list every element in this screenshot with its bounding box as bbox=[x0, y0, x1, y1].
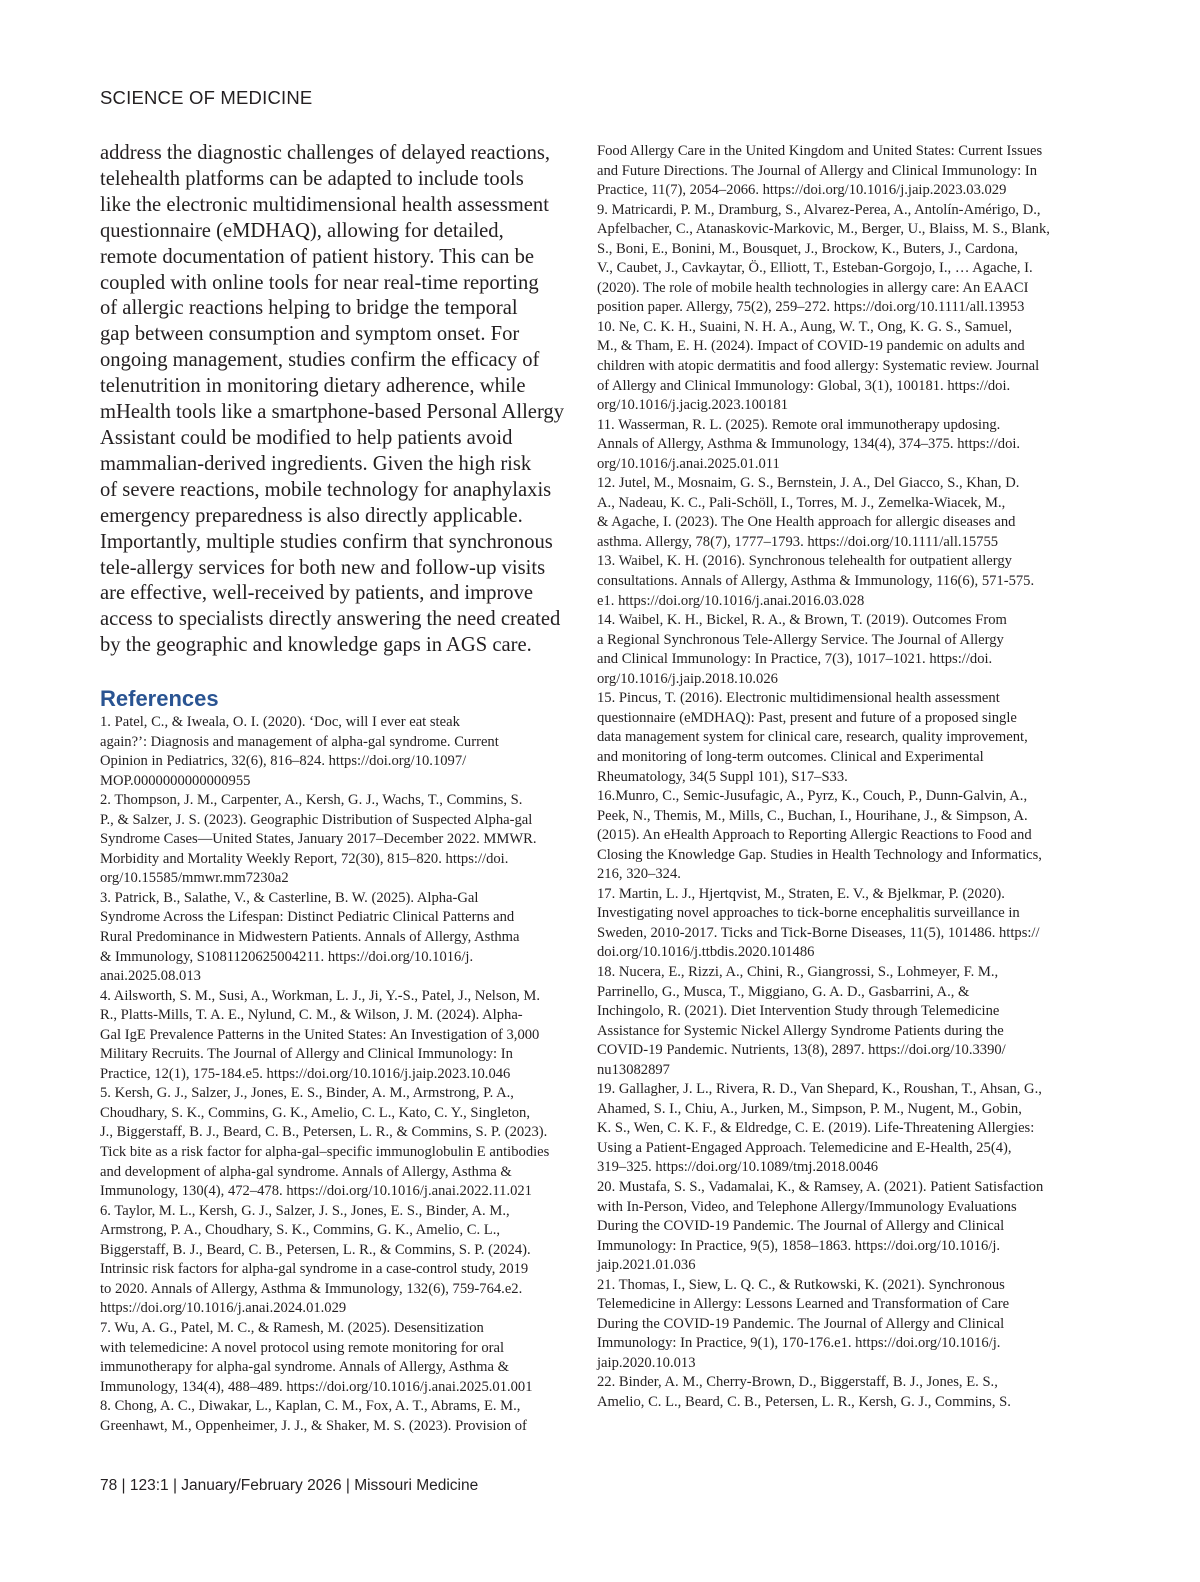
page-footer: 78 | 123:1 | January/February 2026 | Missouri Medicine bbox=[100, 1477, 479, 1494]
reference-line: 12. Jutel, M., Mosnaim, G. S., Bernstein, J. A., Del Giacco, S., Khan, D. bbox=[597, 475, 1020, 492]
reference-line: https://doi.org/10.1016/j.anai.2024.01.029 bbox=[100, 1300, 347, 1317]
body-text-line: Importantly, multiple studies confirm that synchronous bbox=[100, 530, 553, 553]
reference-line: nu13082897 bbox=[597, 1061, 670, 1078]
body-text-line: by the geographic and knowledge gaps in AGS care. bbox=[100, 634, 532, 657]
reference-line: 8. Chong, A. C., Diwakar, L., Kaplan, C. M., Fox, A. T., Abrams, E. M., bbox=[100, 1398, 521, 1415]
reference-line: Practice, 11(7), 2054–2066. https://doi.org/10.1016/j.jaip.2023.03.029 bbox=[597, 182, 1007, 199]
reference-line: Telemedicine in Allergy: Lessons Learned and Transformation of Care bbox=[597, 1296, 1010, 1313]
reference-line: Practice, 12(1), 175-184.e5. https://doi.org/10.1016/j.jaip.2023.10.046 bbox=[100, 1065, 511, 1082]
body-text-line: questionnaire (eMDHAQ), allowing for detailed, bbox=[100, 219, 504, 242]
reference-line: of Allergy and Clinical Immunology: Global, 3(1), 100181. https://doi. bbox=[597, 377, 1011, 394]
body-text-line: ongoing management, studies confirm the efficacy of bbox=[100, 349, 540, 372]
reference-line: Gal IgE Prevalence Patterns in the United States: An Investigation of 3,000 bbox=[100, 1026, 540, 1043]
reference-line: Closing the Knowledge Gap. Studies in Health Technology and Informatics, bbox=[597, 846, 1042, 863]
reference-line: Using a Patient-Engaged Approach. Telemedicine and E-Health, 25(4), bbox=[597, 1139, 1012, 1156]
reference-line: 6. Taylor, M. L., Kersh, G. J., Salzer, J. S., Jones, E. S., Binder, A. M., bbox=[100, 1202, 510, 1219]
references-list-left bbox=[100, 713, 580, 1436]
reference-line: e1. https://doi.org/10.1016/j.anai.2016.03.028 bbox=[597, 592, 865, 609]
body-text-line: are effective, well-received by patients, and improve bbox=[100, 582, 534, 605]
reference-line: P., & Salzer, J. S. (2023). Geographic Distribution of Suspected Alpha-gal bbox=[100, 811, 533, 828]
reference-line: S., Boni, E., Bonini, M., Bousquet, J., Brockow, K., Buters, J., Cardona, bbox=[597, 240, 1019, 257]
reference-line: 3. Patrick, B., Salathe, V., & Casterline, B. W. (2025). Alpha-Gal bbox=[100, 889, 479, 906]
reference-line: During the COVID-19 Pandemic. The Journal of Allergy and Clinical bbox=[597, 1218, 1005, 1235]
reference-line: (2020). The role of mobile health technologies in allergy care: An EAACI bbox=[597, 279, 1029, 296]
reference-line: Apfelbacher, C., Atanaskovic-Markovic, M., Berger, U., Blaiss, M. S., Blank, bbox=[597, 221, 1050, 238]
reference-line: Armstrong, P. A., Choudhary, S. K., Commins, G. K., Amelio, C. L., bbox=[100, 1222, 500, 1239]
reference-line: children with atopic dermatitis and food allergy: Systematic review. Journal bbox=[597, 358, 1040, 375]
reference-line: and Clinical Immunology: In Practice, 7(3), 1017–1021. https://doi. bbox=[597, 651, 993, 668]
article-body-text bbox=[100, 141, 565, 659]
reference-line: 15. Pincus, T. (2016). Electronic multidimensional health assessment bbox=[597, 690, 1000, 707]
reference-line: and monitoring of long-term outcomes. Clinical and Experimental bbox=[597, 748, 984, 765]
reference-line: 13. Waibel, K. H. (2016). Synchronous telehealth for outpatient allergy bbox=[597, 553, 1012, 570]
reference-line: Rural Predominance in Midwestern Patients. Annals of Allergy, Asthma bbox=[100, 929, 520, 946]
reference-line: Intrinsic risk factors for alpha-gal syndrome in a case-control study, 2019 bbox=[100, 1261, 529, 1278]
reference-line: Inchingolo, R. (2021). Diet Intervention Study through Telemedicine bbox=[597, 1003, 1000, 1020]
reference-line: 10. Ne, C. K. H., Suaini, N. H. A., Aung, W. T., Ong, K. G. S., Samuel, bbox=[597, 318, 1012, 335]
reference-line: Amelio, C. L., Beard, C. B., Petersen, L. R., Kersh, G. J., Commins, S. bbox=[597, 1394, 1011, 1410]
reference-line: 22. Binder, A. M., Cherry-Brown, D., Biggerstaff, B. J., Jones, E. S., bbox=[597, 1374, 998, 1391]
body-text-line: telehealth platforms can be adapted to include tools bbox=[100, 167, 524, 190]
reference-line: questionnaire (eMDHAQ): Past, present and future of a proposed single bbox=[597, 709, 1017, 726]
reference-line: (2015). An eHealth Approach to Reporting Allergic Reactions to Food and bbox=[597, 827, 1032, 844]
body-text-line: mHealth tools like a smartphone-based Personal Allergy bbox=[100, 401, 565, 424]
reference-line: K. S., Wen, C. K. F., & Eldredge, C. E. (2019). Life-Threatening Allergies: bbox=[597, 1120, 1035, 1137]
references-list-right bbox=[597, 142, 1087, 1413]
body-text-line: mammalian-derived ingredients. Given the high risk bbox=[100, 452, 532, 475]
reference-line: 14. Waibel, K. H., Bickel, R. A., & Brown, T. (2019). Outcomes From bbox=[597, 612, 1007, 629]
reference-line: Syndrome Cases—United States, January 2017–December 2022. MMWR. bbox=[100, 831, 537, 848]
reference-line: Food Allergy Care in the United Kingdom and United States: Current Issues bbox=[597, 143, 1043, 159]
reference-line: & Agache, I. (2023). The One Health approach for allergic diseases and bbox=[597, 514, 1016, 531]
reference-line: Morbidity and Mortality Weekly Report, 72(30), 815–820. https://doi. bbox=[100, 850, 509, 867]
reference-line: 20. Mustafa, S. S., Vadamalai, K., & Ramsey, A. (2021). Patient Satisfaction bbox=[597, 1178, 1044, 1195]
reference-line: org/10.1016/j.jacig.2023.100181 bbox=[597, 397, 789, 414]
reference-line: Immunology: In Practice, 9(5), 1858–1863. https://doi.org/10.1016/j. bbox=[597, 1237, 1001, 1254]
reference-line: Immunology: In Practice, 9(1), 170-176.e1. https://doi.org/10.1016/j. bbox=[597, 1335, 1001, 1352]
reference-line: Immunology, 134(4), 488–489. https://doi.org/10.1016/j.anai.2025.01.001 bbox=[100, 1378, 533, 1395]
body-text-line: remote documentation of patient history. This can be bbox=[100, 245, 535, 268]
reference-line: 5. Kersh, G. J., Salzer, J., Jones, E. S., Binder, A. M., Armstrong, P. A., bbox=[100, 1085, 514, 1102]
reference-line: and Future Directions. The Journal of Allergy and Clinical Immunology: In bbox=[597, 162, 1038, 179]
reference-line: consultations. Annals of Allergy, Asthma & Immunology, 116(6), 571-575. bbox=[597, 573, 1035, 590]
reference-line: to 2020. Annals of Allergy, Asthma & Immunology, 132(6), 759-764.e2. bbox=[100, 1280, 523, 1297]
reference-line: and development of alpha-gal syndrome. Annals of Allergy, Asthma & bbox=[100, 1163, 512, 1180]
reference-line: Biggerstaff, B. J., Beard, C. B., Petersen, L. R., & Commins, S. P. (2024). bbox=[100, 1241, 531, 1258]
body-text-line: telenutrition in monitoring dietary adherence, while bbox=[100, 375, 526, 398]
reference-line: asthma. Allergy, 78(7), 1777–1793. https://doi.org/10.1111/all.15755 bbox=[597, 533, 999, 550]
reference-line: org/10.1016/j.jaip.2018.10.026 bbox=[597, 670, 778, 687]
reference-line: org/10.15585/mmwr.mm7230a2 bbox=[100, 870, 289, 887]
reference-line: 2. Thompson, J. M., Carpenter, A., Kersh, G. J., Wachs, T., Commins, S. bbox=[100, 792, 523, 809]
reference-line: data management system for clinical care, research, quality improvement, bbox=[597, 729, 1028, 746]
reference-line: A., Nadeau, K. C., Pali-Schöll, I., Torres, M. J., Zemelka-Wiacek, M., bbox=[597, 494, 1006, 511]
reference-line: Annals of Allergy, Asthma & Immunology, 134(4), 374–375. https://doi. bbox=[597, 436, 1021, 453]
body-text-line: tele-allergy services for both new and follow-up visits bbox=[100, 556, 546, 579]
body-text-line: coupled with online tools for near real-time reporting bbox=[100, 271, 539, 294]
reference-line: MOP.0000000000000955 bbox=[100, 772, 251, 789]
reference-line: 21. Thomas, I., Siew, L. Q. C., & Rutkowski, K. (2021). Synchronous bbox=[597, 1276, 1005, 1293]
reference-line: Tick bite as a risk factor for alpha-gal–specific immunoglobulin E antibodies bbox=[100, 1144, 550, 1161]
body-text-line: of severe reactions, mobile technology for anaphylaxis bbox=[100, 478, 552, 501]
reference-line: COVID-19 Pandemic. Nutrients, 13(8), 2897. https://doi.org/10.3390/ bbox=[597, 1042, 1006, 1059]
reference-line: Choudhary, S. K., Commins, G. K., Amelio, C. L., Kato, C. Y., Singleton, bbox=[100, 1104, 530, 1121]
reference-line: a Regional Synchronous Tele-Allergy Service. The Journal of Allergy bbox=[597, 631, 1004, 648]
reference-line: Sweden, 2010-2017. Ticks and Tick-Borne Diseases, 11(5), 101486. https:// bbox=[597, 924, 1040, 941]
reference-line: V., Caubet, J., Cavkaytar, Ö., Elliott, T., Esteban-Gorgojo, I., … Agache, I. bbox=[597, 260, 1033, 277]
body-text-line: of allergic reactions helping to bridge the temporal bbox=[100, 297, 518, 320]
reference-line: Military Recruits. The Journal of Allergy and Clinical Immunology: In bbox=[100, 1046, 513, 1063]
reference-line: immunotherapy for alpha-gal syndrome. Annals of Allergy, Asthma & bbox=[100, 1359, 509, 1376]
body-text-line: like the electronic multidimensional health assessment bbox=[100, 193, 549, 216]
reference-line: During the COVID-19 Pandemic. The Journal of Allergy and Clinical bbox=[597, 1315, 1005, 1332]
body-text-line: address the diagnostic challenges of delayed reactions, bbox=[100, 142, 551, 164]
reference-line: M., & Tham, E. H. (2024). Impact of COVID-19 pandemic on adults and bbox=[597, 338, 1025, 355]
body-text-line: Assistant could be modified to help patients avoid bbox=[100, 426, 513, 449]
reference-line: Assistance for Systemic Nickel Allergy Syndrome Patients during the bbox=[597, 1022, 1004, 1039]
body-text-line: access to specialists directly answering the need created bbox=[100, 608, 561, 631]
reference-line: doi.org/10.1016/j.ttbdis.2020.101486 bbox=[597, 944, 815, 961]
body-text-line: emergency preparedness is also directly applicable. bbox=[100, 504, 523, 527]
reference-line: org/10.1016/j.anai.2025.01.011 bbox=[597, 455, 780, 472]
reference-line: anai.2025.08.013 bbox=[100, 968, 201, 985]
reference-line: with In-Person, Video, and Telephone Allergy/Immunology Evaluations bbox=[597, 1198, 1017, 1215]
reference-line: 7. Wu, A. G., Patel, M. C., & Ramesh, M. (2025). Desensitization bbox=[100, 1319, 484, 1336]
reference-line: Opinion in Pediatrics, 32(6), 816–824. https://doi.org/10.1097/ bbox=[100, 753, 467, 770]
body-text-line: gap between consumption and symptom onset. For bbox=[100, 323, 520, 346]
reference-line: jaip.2020.10.013 bbox=[597, 1354, 696, 1371]
reference-line: again?’: Diagnosis and management of alpha-gal syndrome. Current bbox=[100, 733, 499, 750]
reference-line: 319–325. https://doi.org/10.1089/tmj.2018.0046 bbox=[597, 1159, 879, 1176]
reference-line: Investigating novel approaches to tick-borne encephalitis surveillance in bbox=[597, 905, 1020, 922]
reference-line: Parrinello, G., Musca, T., Miggiano, G. A. D., Gasbarrini, A., & bbox=[597, 983, 970, 1000]
reference-line: R., Platts-Mills, T. A. E., Nylund, C. M., & Wilson, J. M. (2024). Alpha- bbox=[100, 1007, 523, 1024]
section-label: SCIENCE OF MEDICINE bbox=[100, 87, 313, 108]
reference-line: Peek, N., Themis, M., Mills, C., Buchan, I., Hourihane, J., & Simpson, A. bbox=[597, 807, 1028, 824]
reference-line: Ahamed, S. I., Chiu, A., Jurken, M., Simpson, P. M., Nugent, M., Gobin, bbox=[597, 1100, 1022, 1117]
reference-line: Immunology, 130(4), 472–478. https://doi.org/10.1016/j.anai.2022.11.021 bbox=[100, 1183, 532, 1200]
reference-line: jaip.2021.01.036 bbox=[597, 1257, 696, 1274]
reference-line: position paper. Allergy, 75(2), 259–272. https://doi.org/10.1111/all.13953 bbox=[597, 299, 1025, 316]
reference-line: 9. Matricardi, P. M., Dramburg, S., Alvarez-Perea, A., Antolín-Amérigo, D., bbox=[597, 201, 1041, 218]
reference-line: J., Biggerstaff, B. J., Beard, C. B., Petersen, L. R., & Commins, S. P. (2023). bbox=[100, 1124, 548, 1141]
reference-line: 1. Patel, C., & Iweala, O. I. (2020). ‘Doc, will I ever eat steak bbox=[100, 714, 460, 730]
reference-line: Rheumatology, 34(5 Suppl 101), S17–S33. bbox=[597, 768, 848, 785]
reference-line: 18. Nucera, E., Rizzi, A., Chini, R., Giangrossi, S., Lohmeyer, F. M., bbox=[597, 963, 999, 980]
reference-line: 216, 320–324. bbox=[597, 866, 681, 883]
reference-line: & Immunology, S1081120625004211. https://doi.org/10.1016/j. bbox=[100, 948, 474, 965]
reference-line: 11. Wasserman, R. L. (2025). Remote oral immunotherapy updosing. bbox=[597, 416, 1001, 433]
references-heading: References bbox=[100, 686, 219, 711]
reference-line: 16.Munro, C., Semic-Jusufagic, A., Pyrz, K., Couch, P., Dunn-Galvin, A., bbox=[597, 788, 1028, 805]
reference-line: 19. Gallagher, J. L., Rivera, R. D., Van Shepard, K., Roushan, T., Ahsan, G., bbox=[597, 1081, 1042, 1098]
reference-line: Greenhawt, M., Oppenheimer, J. J., & Shaker, M. S. (2023). Provision of bbox=[100, 1417, 527, 1434]
reference-line: 4. Ailsworth, S. M., Susi, A., Workman, L. J., Ji, Y.-S., Patel, J., Nelson, M. bbox=[100, 987, 541, 1004]
reference-line: Syndrome Across the Lifespan: Distinct Pediatric Clinical Patterns and bbox=[100, 909, 515, 926]
reference-line: with telemedicine: A novel protocol using remote monitoring for oral bbox=[100, 1339, 505, 1356]
reference-line: 17. Martin, L. J., Hjertqvist, M., Straten, E. V., & Bjelkmar, P. (2020). bbox=[597, 885, 1005, 902]
